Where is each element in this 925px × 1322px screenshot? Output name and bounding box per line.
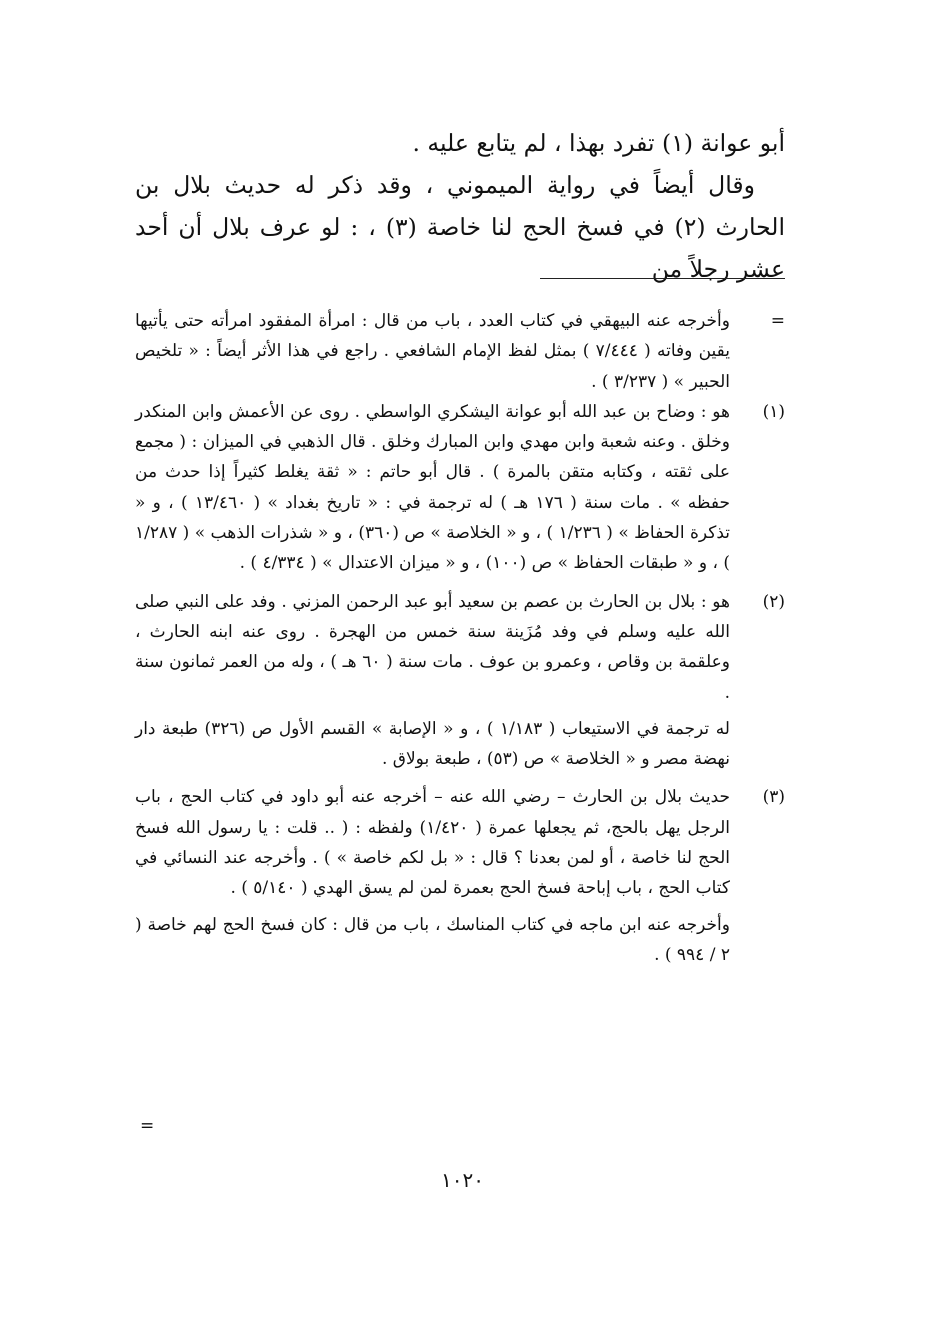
footnote-marker: (٢) (762, 591, 785, 612)
main-paragraph-1: أبو عوانة (١) تفرد بهذا ، لم يتابع عليه . (412, 129, 785, 157)
continued-mark: = (140, 1116, 155, 1136)
footnote-text-2: له ترجمة في الاستيعاب ( ١/١٨٣ ) ، و « الإصابة » القسم الأول ص (٣٢٦) طبعة دار نهضة مصر و « الخلاصة » ص (٥٣) ، طبعة بولاق . (135, 718, 730, 770)
footnote-separator (540, 278, 785, 279)
footnote-marker: = (770, 311, 785, 331)
main-paragraph-2: وقال أيضاً في رواية الميموني ، وقد ذكر له حديث بلال بن الحارث (٢) في فسخ الحج لنا خاصة (٣) ، : لو عرف بلال أن أحد عشر رجلاً من (135, 171, 785, 283)
footnote-1 (135, 397, 785, 579)
footnote-continuation (135, 306, 785, 397)
footnote-text: هو : وضاح بن عبد الله أبو عوانة اليشكري الواسطي . روى عن الأعمش وابن المنكدر وخلق . وعنه شعبة وابن مهدي وابن المبارك وخلق . قال الذهبي في الميزان : ( مجمع على ثقته ، وكتابه متقن بالمرة ) . قال أبو حاتم : « ثقة يغلط كثيراً إذا حدث من حفظه » . مات سنة ( ١٧٦ هـ ) له ترجمة في : « تاريخ بغداد » ( ١٣/٤٦٠ ) ، و « تذكرة الحفاظ » ( ١/٢٣٦ ) ، و « الخلاصة » ص (٣٦٠) ، و « شذرات الذهب » ( ١/٢٨٧ ) ، و « طبقات الحفاظ » ص (١٠٠) ، و « ميزان الاعتدال » ( ٤/٣٣٤ ) . (135, 401, 730, 574)
footnote-text: حديث بلال بن الحارث – رضي الله عنه – أخرجه عنه أبو داود في كتاب الحج ، باب الرجل يهل بالحج، ثم يجعلها عمرة ( ١/٤٢٠) ولفظه : ( .. قلت : يا رسول الله فسخ الحج لنا خاصة ، أو لمن بعدنا ؟ قال : « بل لكم خاصة » ) . وأخرجه عند النسائي في كتاب الحج ، باب إباحة فسخ الحج بعمرة لمن لم يسق الهدي ( ٥/١٤٠ ) . (135, 787, 730, 899)
footnote-3 (135, 782, 785, 970)
footnote-text: وأخرجه عنه البيهقي في كتاب العدد ، باب من قال : امرأة المفقود امرأته حتى يأتيها يقين وفاته ( ٧/٤٤٤ ) بمثل لفظ الإمام الشافعي . راجع في هذا الأثر أيضاً : « تلخيص الحبير » ( ٣/٢٣٧ ) . (135, 311, 730, 392)
footnote-text-2: وأخرجه عنه ابن ماجه في كتاب المناسك ، باب من قال : كان فسخ الحج لهم خاصة ( ٢ / ٩٩٤ ) . (135, 914, 730, 965)
footnote-text: هو : بلال بن الحارث بن عصم بن سعيد أبو عبد الرحمن المزني . وفد على النبي صلى الله عليه وسلم في وفد مُزَينة سنة خمس من الهجرة . روى عنه ابنه الحارث ، وعلقمة بن وقاص ، وعمرو بن عوف . مات سنة ( ٦٠ هـ ) ، وله من العمر ثمانون سنة . (135, 591, 730, 703)
main-text (135, 122, 785, 290)
footnote-marker: (٣) (762, 787, 785, 808)
footnotes (135, 306, 785, 970)
footnote-marker: (١) (762, 401, 785, 422)
footnote-2 (135, 587, 785, 775)
page-number: ١٠٢٠ (441, 1168, 484, 1192)
